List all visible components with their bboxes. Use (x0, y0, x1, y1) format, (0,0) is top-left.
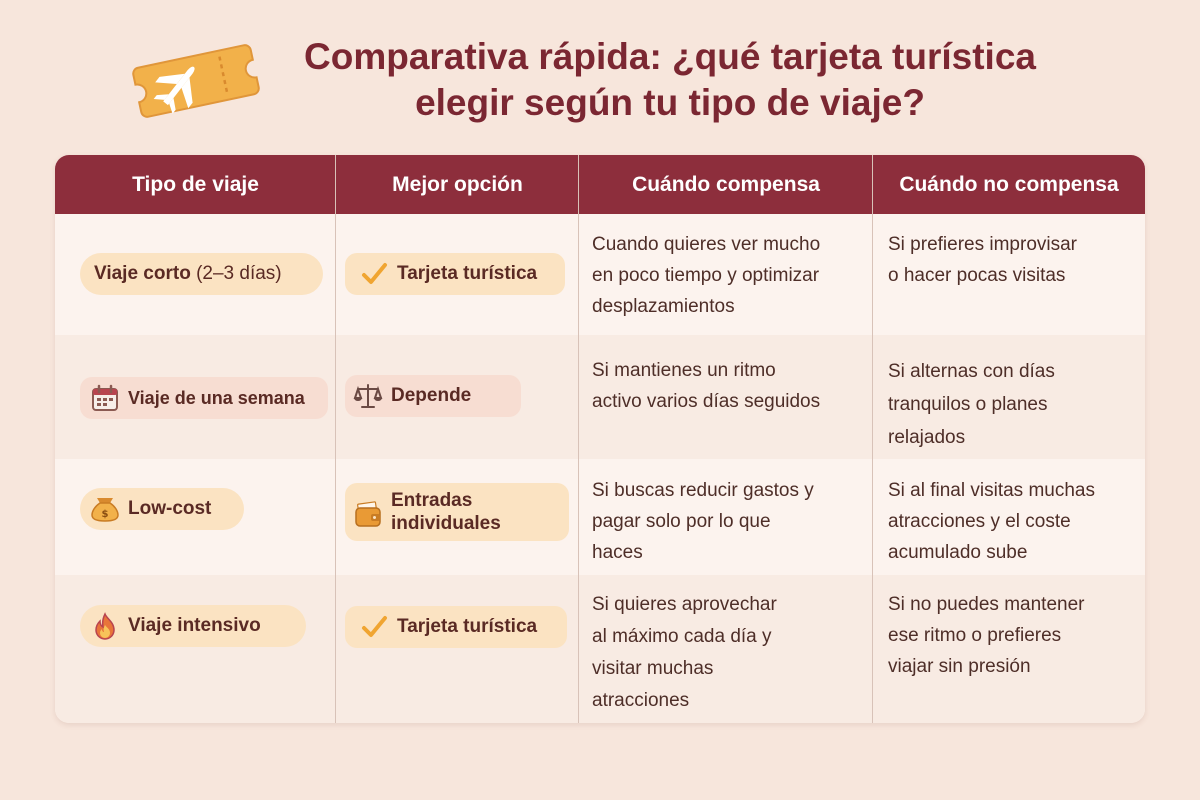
text-line: en poco tiempo y optimizar (592, 265, 820, 286)
text-line: acumulado sube (888, 542, 1028, 563)
column-divider (335, 155, 336, 723)
scale-icon (353, 381, 383, 411)
when-yes-cell (592, 589, 872, 717)
best-option-label: Depende (391, 385, 472, 406)
text-line: Si al final visitas muchas (888, 480, 1095, 501)
text-line: Entradas (391, 490, 473, 511)
text-line: visitar muchas (592, 658, 714, 679)
text-line: individuales (391, 513, 501, 534)
trip-type-label: Viaje de una semana (128, 387, 305, 408)
text-line: Si prefieres improvisar (888, 234, 1077, 255)
ticket-plane-icon (128, 38, 264, 124)
text-line: Si quieres aprovechar (592, 594, 777, 615)
text-line: Si alternas con días (888, 361, 1055, 382)
text-line: desplazamientos (592, 296, 735, 317)
when-no-cell (888, 589, 1138, 682)
trip-type-week (80, 377, 328, 419)
wallet-icon (353, 499, 383, 529)
column-divider (578, 155, 579, 723)
best-option-tarjeta (345, 253, 565, 295)
best-option-label (391, 489, 501, 535)
header-tipo-de-viaje: Tipo de viaje (132, 173, 259, 196)
best-option-label: Tarjeta turística (397, 263, 538, 284)
text-line: atracciones (592, 690, 690, 711)
best-option-depende (345, 375, 521, 417)
header-mejor-opcion: Mejor opción (392, 173, 523, 196)
check-icon (359, 259, 389, 289)
page-title-line2: elegir según tu tipo de viaje? (415, 82, 925, 123)
trip-type-label: Low-cost (128, 498, 212, 519)
header-cuando-compensa: Cuándo compensa (632, 173, 820, 196)
fire-icon (90, 611, 120, 641)
page-title-line1: Comparativa rápida: ¿qué tarjeta turística (304, 36, 1036, 77)
trip-type-label: Viaje intensivo (128, 615, 261, 636)
trip-type-lowcost (80, 488, 244, 530)
text-line: o hacer pocas visitas (888, 265, 1066, 286)
text-line: ese ritmo o prefieres (888, 625, 1062, 646)
text-line: atracciones y el coste (888, 511, 1071, 532)
when-no-cell (888, 475, 1138, 568)
best-option-label: Tarjeta turística (397, 616, 538, 637)
text-line: viajar sin presión (888, 656, 1031, 677)
when-yes-cell (592, 355, 872, 417)
column-divider (872, 155, 873, 723)
when-yes-cell (592, 229, 872, 322)
money-bag-icon (90, 494, 120, 524)
text-line: Si no puedes mantener (888, 594, 1085, 615)
when-no-cell (888, 355, 1138, 454)
header-cuando-no-compensa: Cuándo no compensa (899, 173, 1119, 196)
trip-type-intensive (80, 605, 306, 647)
trip-type-detail: (2–3 días) (190, 263, 282, 284)
table-header (55, 155, 1145, 214)
text-line: Si buscas reducir gastos y (592, 480, 814, 501)
page-title (270, 34, 1070, 126)
calendar-icon (90, 383, 120, 413)
text-line: relajados (888, 427, 966, 448)
text-line: al máximo cada día y (592, 626, 772, 647)
when-yes-cell (592, 475, 872, 568)
trip-type-label: Viaje corto (94, 263, 191, 284)
text-line: activo varios días seguidos (592, 391, 821, 412)
text-line: Cuando quieres ver mucho (592, 234, 821, 255)
check-icon (359, 612, 389, 642)
comparison-table (55, 155, 1145, 723)
text-line: haces (592, 542, 643, 563)
trip-type-short (80, 253, 323, 295)
svg-text:$: $ (101, 509, 109, 520)
text-line: pagar solo por lo que (592, 511, 771, 532)
when-no-cell (888, 229, 1138, 291)
best-option-entradas (345, 483, 569, 541)
best-option-tarjeta (345, 606, 567, 648)
text-line: Si mantienes un ritmo (592, 360, 776, 381)
text-line: tranquilos o planes (888, 394, 1048, 415)
header (0, 28, 1200, 138)
